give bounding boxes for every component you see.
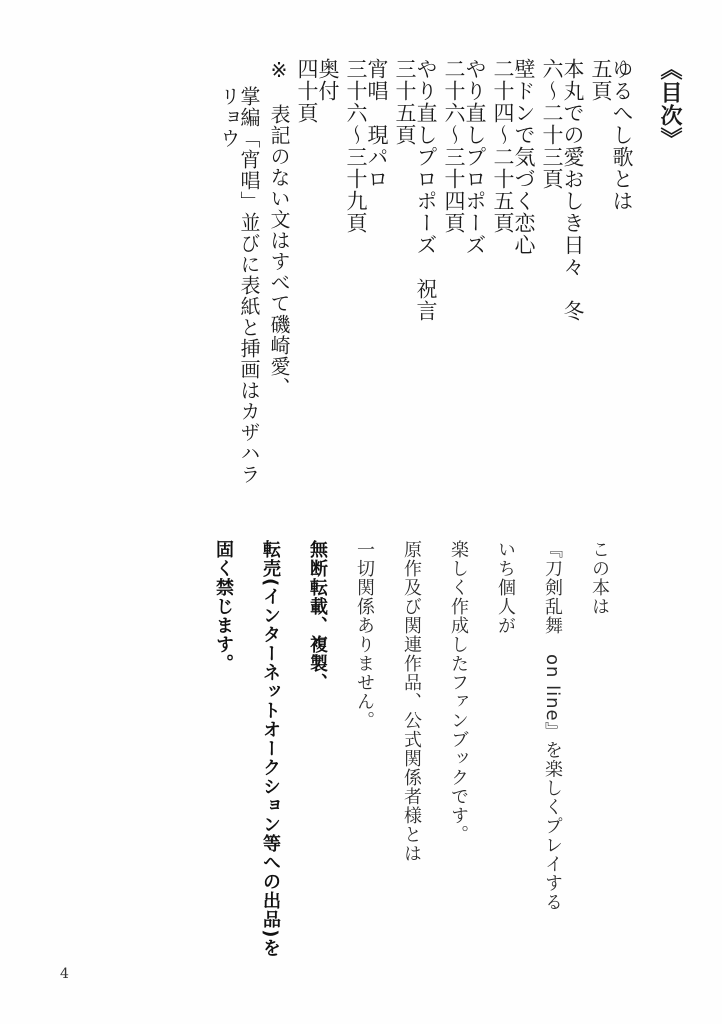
notice-warning-line: 固く禁じます。 (213, 540, 234, 673)
table-of-contents (160, 58, 680, 498)
toc-entry-title: 壁ドンで気づく恋心 (512, 58, 536, 256)
page-number: 4 (60, 966, 69, 982)
toc-entry-page: 四十頁 (295, 58, 319, 124)
notice-warning-line: 無断転載、複製、 (307, 540, 328, 692)
credits-note: ※ 表記のない文はすべて磯崎愛、 (267, 58, 291, 398)
toc-entry (540, 58, 585, 488)
toc-entry (393, 58, 438, 488)
toc-entry-title: 本丸での愛おしき日々 冬 (561, 58, 585, 322)
credits-note-continued: 掌編「宵唱」並びに表紙と挿画はカザハラリョウ (217, 86, 261, 485)
copyright-notice (185, 540, 608, 980)
toc-entry (295, 58, 340, 488)
toc-entry-page: 二十六～三十四頁 (442, 58, 466, 234)
toc-entry-page: 五頁 (589, 58, 613, 102)
notice-line: この本は (589, 540, 610, 616)
toc-entry-page: 三十五頁 (393, 58, 417, 146)
notice-warning-line: 転売(インターネットオークション等への出品)を (260, 540, 281, 958)
notice-line: 原作及び関連作品、公式関係者様とは (401, 540, 422, 863)
toc-entry-page: 六～二十三頁 (540, 58, 564, 190)
toc-entry-title: 宵唱 現パロ (365, 58, 389, 190)
toc-entry-title: 奥付 (316, 58, 340, 102)
toc-entry-title: やり直しプロポーズ 祝言 (414, 58, 438, 322)
toc-entry-title: ゆるへし歌とは (610, 58, 634, 212)
toc-entry-page: 二十四～二十五頁 (491, 58, 515, 234)
notice-line: 一切関係ありません。 (354, 540, 375, 730)
notice-line: 楽しく作成したファンブックです。 (448, 540, 469, 844)
toc-entry-page: 三十六～三十九頁 (344, 58, 368, 234)
toc-entry (589, 58, 634, 488)
notice-line: いち個人が (495, 540, 516, 635)
toc-heading: 《目次》 (657, 58, 682, 150)
toc-entry (442, 58, 487, 488)
toc-entry-title: やり直しプロポーズ (463, 58, 487, 256)
toc-entry (491, 58, 536, 488)
toc-entry (344, 58, 389, 488)
notice-line: 『刀剣乱舞 on line』を楽しくプレイする (542, 540, 563, 912)
